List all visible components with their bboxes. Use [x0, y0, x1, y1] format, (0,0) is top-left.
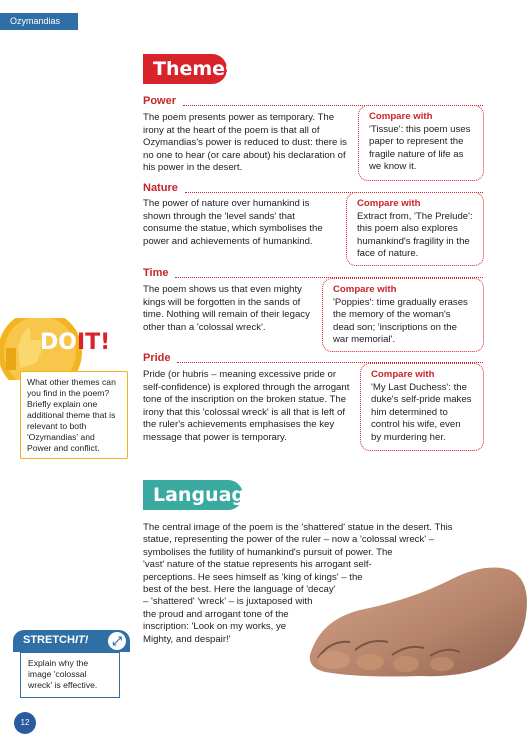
- compare-title: Compare with: [333, 284, 397, 295]
- compare-text: Extract from, 'The Prelude': this poem also explores humankind's fragility in the face of nature.: [357, 210, 473, 259]
- time-text: The poem shows us that even mighty kings will be forgotten in the sands of time. Nothing will remain of their legacy other than a 'colossal wreck'.: [143, 284, 310, 333]
- language-line: The central image of the poem is the 'shattered' statue in the desert. This: [143, 522, 453, 533]
- language-line: inscription: 'Look on my works, ye: [143, 621, 287, 633]
- statue-foot-image: [300, 560, 531, 680]
- page-number: 12: [14, 712, 36, 734]
- compare-text: 'Poppies': time gradually erases the memory of the woman's dead son; 'inscriptions on the war memorial'.: [333, 296, 468, 345]
- stretch-title-a: STRETCH: [23, 634, 75, 646]
- expand-arrows-icon: ⤢: [108, 632, 126, 650]
- language-line: perceptions. He sees himself as 'king of kings' – the: [143, 571, 363, 583]
- power-heading: Power: [143, 95, 177, 107]
- pride-heading: Pride: [143, 352, 171, 364]
- nature-compare-box: [346, 192, 484, 266]
- themes-heading: Themes: [143, 54, 227, 84]
- stretch-title-b: IT!: [74, 634, 89, 646]
- pride-text: Pride (or hubris – meaning excessive pride or self-confidence) is explored through the arrogant tone of the inscription on the broken statue. The irony that this 'colossal wreck' is all that is left of the ruler's achievements emphasises the key message that power is temporary.: [143, 369, 350, 443]
- compare-text: 'Tissue': this poem uses paper to represent the fragile nature of life as we know it.: [369, 123, 471, 172]
- language-line: statue, representing the power of the ruler – now a 'colossal wreck' –: [143, 534, 435, 546]
- doit-title-it: IT!: [76, 330, 111, 355]
- compare-text: 'My Last Duchess': the duke's self-pride makes him determined to control his wife, even by murdering her.: [371, 381, 472, 443]
- language-line: 'vast' nature of the statue represents his arrogant self-: [143, 559, 372, 571]
- language-line: the proud and arrogant tone of the: [143, 608, 289, 620]
- power-compare-box: [358, 105, 484, 181]
- language-line: Mighty, and despair!': [143, 633, 231, 645]
- language-line: symbolises the futility of humankind's pursuit of power. The: [143, 546, 393, 558]
- stretch-prompt: Explain why the image 'colossal wreck' is effective.: [20, 652, 120, 698]
- section-tab: Ozymandias: [0, 13, 78, 30]
- time-compare-box: [322, 278, 484, 352]
- power-text: The poem presents power as temporary. The irony at the heart of the poem is that all of Ozymandias's power is reduced to dust: there is no one to hear (or care about) his declaration of his power in the desert.: [143, 112, 347, 173]
- stretch-it-header: [13, 630, 130, 652]
- language-line: – 'shattered' 'wreck' – is juxtaposed with: [143, 596, 313, 608]
- time-heading: Time: [143, 267, 169, 279]
- compare-title: Compare with: [369, 111, 433, 122]
- doit-prompt: What other themes can you find in the poem? Briefly explain one additional theme that is relevant to both 'Ozymandias' and Power and conflict.: [20, 371, 128, 459]
- nature-text: The power of nature over humankind is shown through the 'level sands' that consume the statue, which symbolises the power and achievements of humankind.: [143, 198, 323, 247]
- doit-title-do: DO: [40, 330, 77, 355]
- compare-title: Compare with: [371, 369, 435, 380]
- nature-heading: Nature: [143, 182, 178, 194]
- pride-compare-box: [360, 363, 484, 451]
- compare-title: Compare with: [357, 198, 421, 209]
- language-line: best of the best. Here the language of 'decay': [143, 584, 336, 596]
- language-heading: Language: [143, 480, 243, 510]
